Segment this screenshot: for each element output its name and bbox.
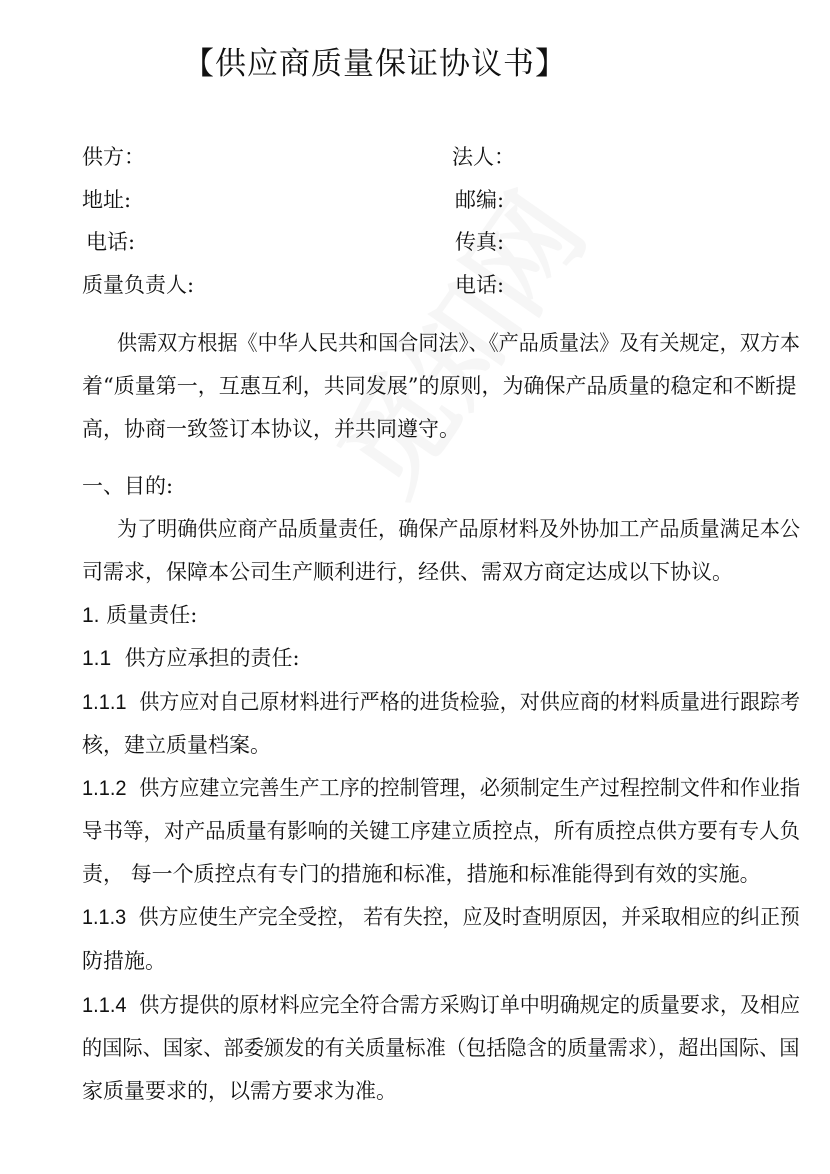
section-line: 为了明确供应商产品质量责任，确保产品原材料及外协加工产品质量满足本公 xyxy=(117,517,800,541)
field-phone-2: 电话: xyxy=(455,273,505,297)
clause-1-1-1 xyxy=(82,689,800,716)
field-postcode: 邮编: xyxy=(455,188,505,212)
clause-text: 供方应对自己原材料进行严格的进货检验，对供应商的材料质量进行跟踪考 xyxy=(139,690,801,714)
clause-text: 供方应使生产完全受控， 若有失控，应及时查明原因，并采取相应的纠正预 xyxy=(138,905,800,929)
section-line: 司需求，保障本公司生产顺利进行，经供、需双方商定达成以下协议。 xyxy=(82,560,733,584)
document-title: 【供应商质量保证协议书】 xyxy=(183,46,567,82)
intro-line: 供需双方根据《中华人民共和国合同法》、《产品质量法》及有关规定，双方本 xyxy=(117,331,800,355)
field-quality-manager: 质量负责人: xyxy=(82,273,195,297)
field-legal-person: 法人： xyxy=(452,145,515,169)
clause-text: 供方应建立完善生产工序的控制管理，必须制定生产过程控制文件和作业指 xyxy=(139,776,801,800)
clause-1 xyxy=(82,602,197,629)
clause-number: 1.1.1 xyxy=(82,691,127,714)
clause-line: 责， 每一个质控点有专门的措施和标准，措施和标准能得到有效的实施。 xyxy=(82,862,761,886)
field-supplier: 供方： xyxy=(82,145,145,169)
clause-line: 家质量要求的，以需方要求为准。 xyxy=(82,1079,397,1103)
field-address: 地址: xyxy=(82,188,132,212)
clause-1-1-2 xyxy=(82,775,800,802)
field-fax: 传真: xyxy=(455,230,505,254)
clause-1-1 xyxy=(82,645,300,672)
clause-number: 1.1 xyxy=(82,647,112,670)
clause-number: 1.1.2 xyxy=(82,777,127,800)
intro-line: 高，协商一致签订本协议，并共同遵守。 xyxy=(82,417,460,441)
clause-1-1-4 xyxy=(82,992,800,1019)
clause-line: 导书等，对产品质量有影响的关键工序建立质控点，所有质控点供方要有专人负 xyxy=(82,819,800,843)
section-heading: 一、目的: xyxy=(82,474,174,498)
clause-text: 供方应承担的责任: xyxy=(124,646,300,670)
clause-number: 1.1.3 xyxy=(82,906,127,929)
field-phone: 电话: xyxy=(86,230,136,254)
intro-line: 着“质量第一，互惠互利，共同发展”的原则，为确保产品质量的稳定和不断提 xyxy=(82,374,797,398)
clause-line: 防措施。 xyxy=(82,949,166,973)
clause-line: 的国际、国家、部委颁发的有关质量标准（包括隐含的质量需求），超出国际、国 xyxy=(82,1036,800,1060)
clause-number: 1.1.4 xyxy=(82,994,127,1017)
clause-text: 质量责任: xyxy=(106,603,198,627)
clause-line: 核，建立质量档案。 xyxy=(82,733,271,757)
clause-1-1-3 xyxy=(82,904,800,931)
clause-number: 1. xyxy=(82,604,100,627)
clause-text: 供方提供的原材料应完全符合需方采购订单中明确规定的质量要求，及相应 xyxy=(139,993,801,1017)
